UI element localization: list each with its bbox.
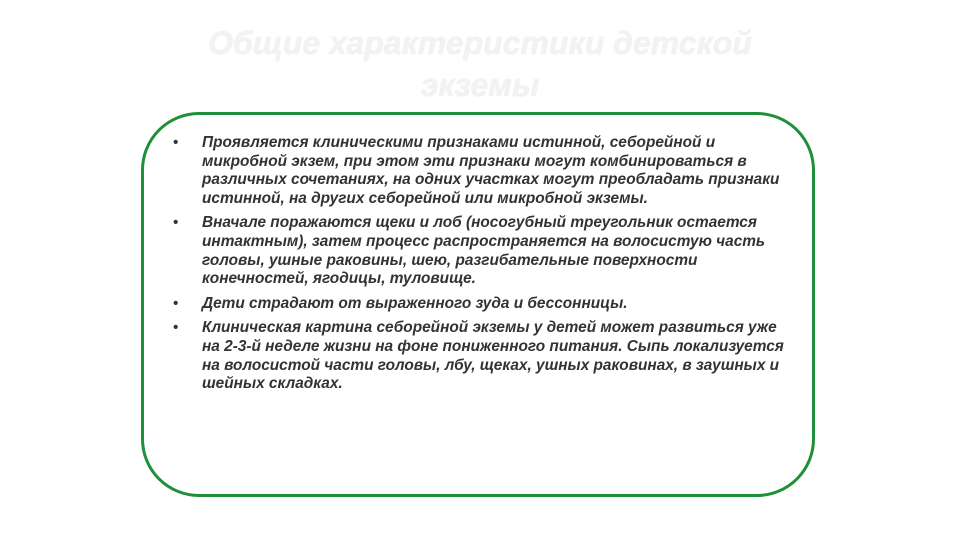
bullet-text: Клиническая картина себорейной экземы у детей может развиться уже на 2-3-й неделе жизни на фоне пониженного питания. Сыпь локализуется на волосистой части головы, лбу, щеках, ушных раковинах, в заушных и шейных складках.	[202, 319, 784, 393]
bullet-item	[172, 134, 794, 208]
bullet-text: Проявляется клиническими признаками истинной, себорейной и микробной экзем, при этом эти признаки могут комбинироваться в различных сочетаниях, на одних участках могут преобладать признаки истинной, на других себорейной или микробной экземы.	[202, 134, 780, 207]
slide-title: Общие характеристики детской экземы	[208, 25, 752, 103]
bullet-marker: •	[173, 134, 179, 151]
bullet-item	[172, 214, 794, 288]
bullet-item	[172, 319, 794, 393]
bullet-text: Вначале поражаются щеки и лоб (носогубный треугольник остается интактным), затем процесс распространяется на волосистую часть головы, ушные раковины, шею, разгибательные поверхности конечностей, ягодицы, туловище.	[202, 214, 766, 288]
bullet-text: Дети страдают от выраженного зуда и бессонницы.	[202, 294, 628, 312]
bullet-marker: •	[173, 319, 179, 337]
bullet-list	[172, 134, 794, 400]
bullet-marker: •	[173, 294, 179, 312]
bullet-item	[172, 295, 794, 314]
bullet-marker: •	[173, 214, 179, 232]
